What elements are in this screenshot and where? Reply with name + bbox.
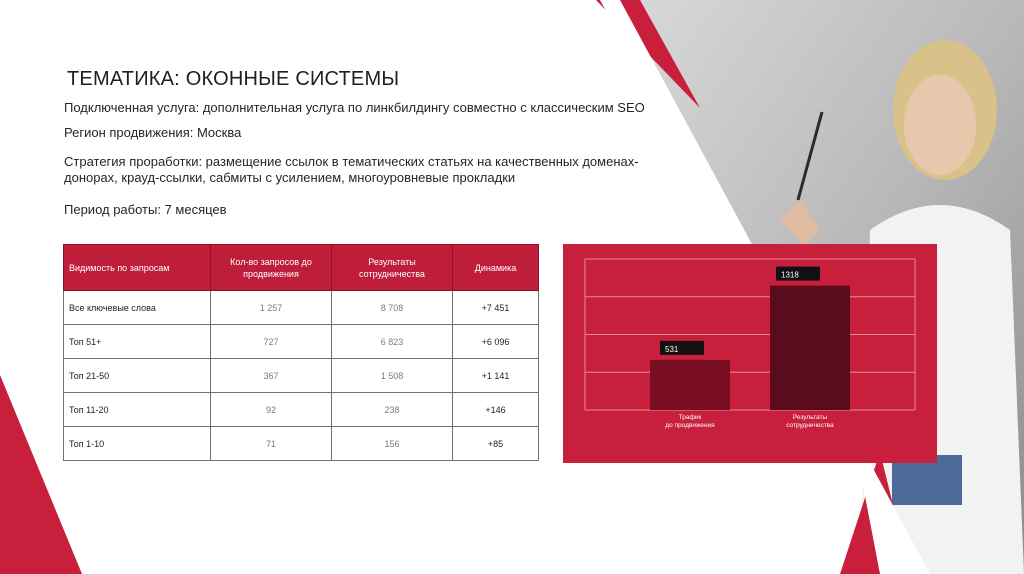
table-cell: +146 — [453, 393, 539, 427]
info-strategy: Стратегия проработки: размещение ссылок в тематических статьях на качественных доменах-донорах, крауд-ссылки, сабмиты с усилением, многоуровневые прокладки — [64, 154, 639, 185]
info-service: Подключенная услуга: дополнительная услуга по линкбилдингу совместно с классическим SEO — [64, 100, 645, 115]
table-cell: Топ 1-10 — [64, 427, 211, 461]
table-cell: 727 — [211, 325, 332, 359]
chart-bar — [650, 360, 730, 410]
info-period: Период работы: 7 месяцев — [64, 202, 227, 217]
traffic-chart-panel — [563, 244, 937, 463]
table-header-cell: Видимость по запросам — [64, 245, 211, 291]
table-cell: +85 — [453, 427, 539, 461]
table-row — [64, 393, 539, 427]
data-label: 531 — [665, 344, 679, 354]
table-cell: 156 — [332, 427, 453, 461]
table-row — [64, 359, 539, 393]
table-cell: 92 — [211, 393, 332, 427]
table-cell: Топ 11-20 — [64, 393, 211, 427]
table-cell: 1 508 — [332, 359, 453, 393]
table-cell: Топ 51+ — [64, 325, 211, 359]
table-cell: 8 708 — [332, 291, 453, 325]
table-cell: Все ключевые слова — [64, 291, 211, 325]
table-cell: Топ 21-50 — [64, 359, 211, 393]
table-cell: +6 096 — [453, 325, 539, 359]
table-cell: 1 257 — [211, 291, 332, 325]
info-region: Регион продвижения: Москва — [64, 125, 242, 140]
x-tick-label: Результаты сотрудничества — [786, 414, 834, 429]
table-header-cell: Динамика — [453, 245, 539, 291]
visibility-table — [63, 244, 539, 461]
table-cell: +1 141 — [453, 359, 539, 393]
table-cell: 238 — [332, 393, 453, 427]
data-label: 1318 — [781, 270, 799, 280]
table-cell: 6 823 — [332, 325, 453, 359]
table-cell: 367 — [211, 359, 332, 393]
chart-bar — [770, 286, 850, 410]
page-title: ТЕМАТИКА: ОКОННЫЕ СИСТЕМЫ — [67, 68, 400, 90]
traffic-chart — [563, 244, 937, 463]
table-header-row — [64, 245, 539, 291]
table-header-cell: Кол-во запросов до продвижения — [211, 245, 332, 291]
table-row — [64, 427, 539, 461]
table-header-cell: Результаты сотрудничества — [332, 245, 453, 291]
table-row — [64, 291, 539, 325]
table-row — [64, 325, 539, 359]
table-cell: +7 451 — [453, 291, 539, 325]
x-tick-label: Трафик до продвижения — [665, 414, 715, 429]
table-cell: 71 — [211, 427, 332, 461]
